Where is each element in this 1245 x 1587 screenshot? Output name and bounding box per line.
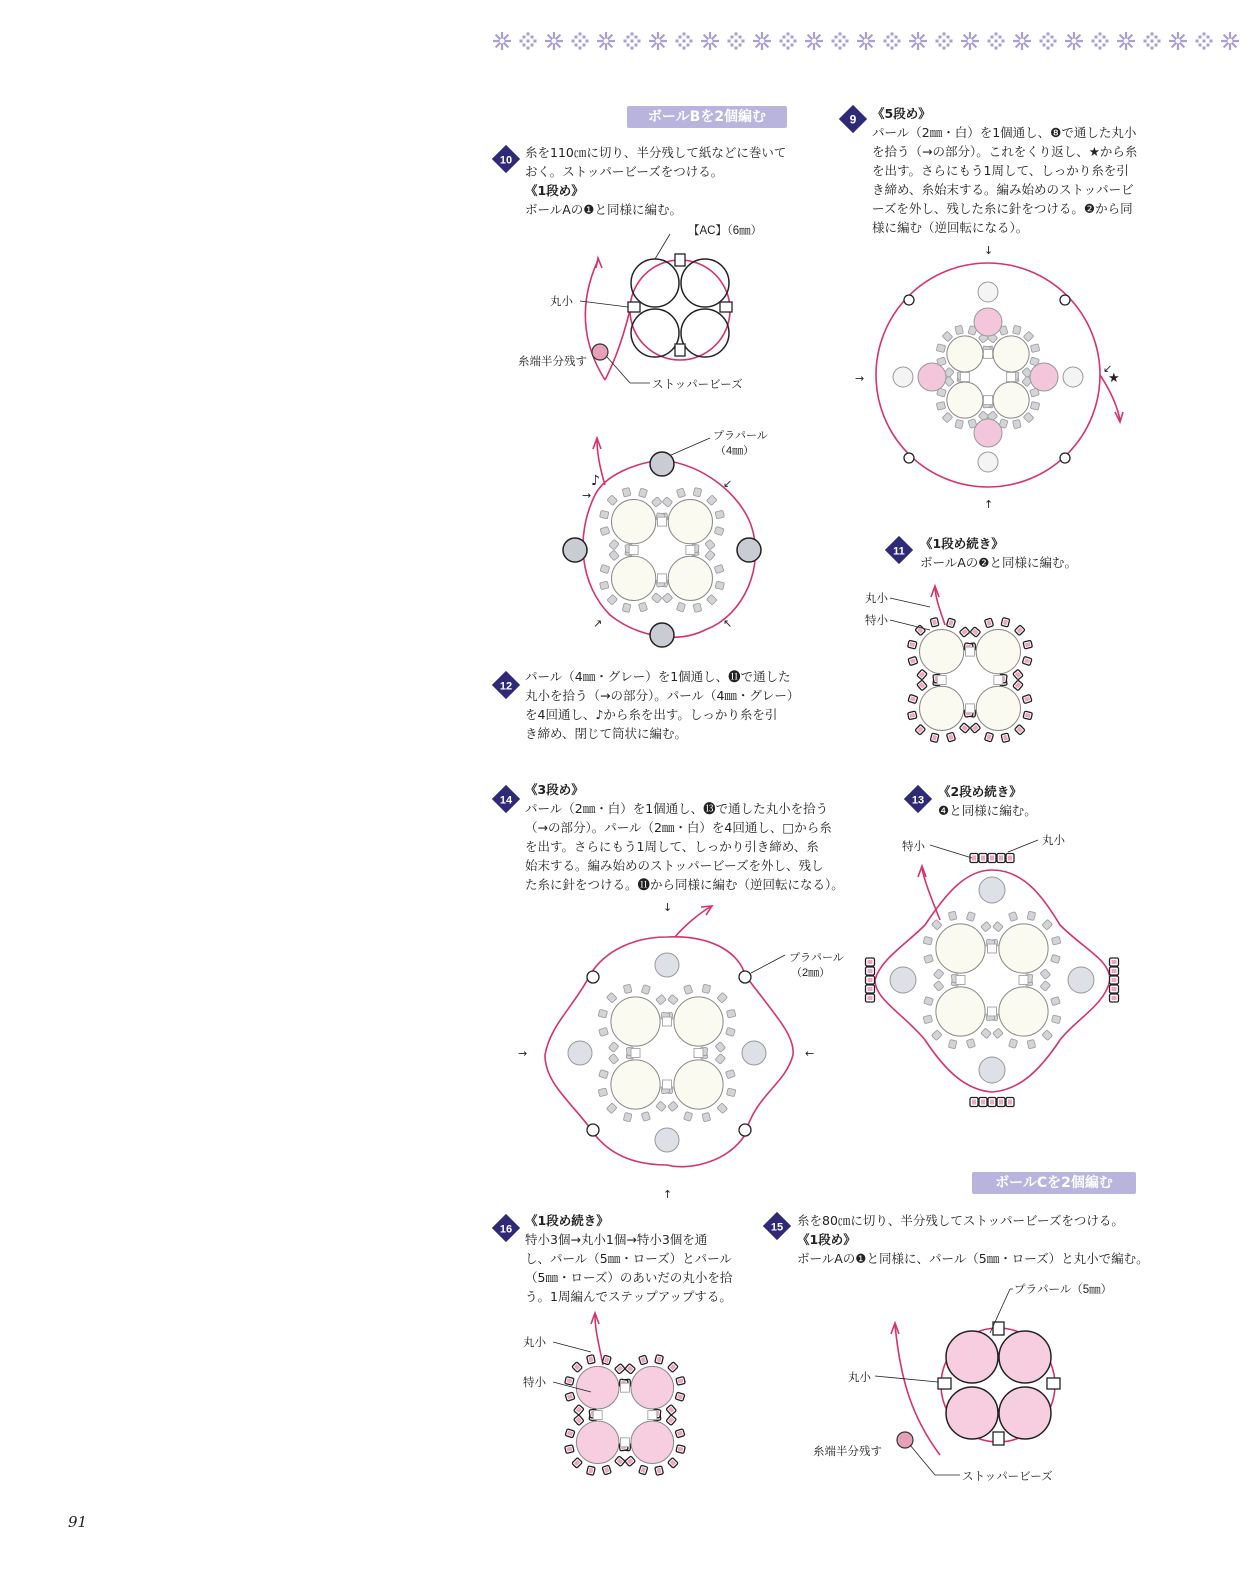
snowflake-icon [1169,32,1187,50]
svg-text:16: 16 [499,1223,513,1236]
banner-ball-c: ボールCを2個編む [972,1172,1136,1194]
snowflake-icon [701,32,719,50]
snowflake-icon [857,32,875,50]
label-tokusho-16: 特小 [523,1377,546,1389]
step-13-badge [903,784,933,814]
svg-text:★: ★ [1108,371,1120,386]
label-maru-11: 丸小 [865,593,888,605]
svg-text:11: 11 [893,545,905,558]
step-12-badge [491,670,521,700]
diagram-step-16 [515,1300,745,1485]
label-maru: 丸小 [550,296,573,308]
snowflake-icon [961,32,979,50]
snowflake-icon [1221,32,1239,50]
label-maru-13: 丸小 [1042,835,1065,847]
dot-diamond-icon [884,33,901,50]
step-16-text: 《1段め続き》 特小3個→丸小1個→特小3個を通 し、パール（5㎜・ローズ）とパール （5㎜・ローズ）のあいだの丸小を拾 う。1周編んでステップアップする。 [525,1213,733,1304]
diagram-step-10 [510,220,780,400]
step-12-text: パール（4㎜・グレー）を1個通し、⓫で通した 丸小を拾う（→の部分）。パール（4㎜・グレー） を4回通し、♪から糸を出す。しっかり糸を引 き締め、閉じて筒状に編む。 [525,669,800,741]
step-11-badge [884,535,914,565]
step-9-text: 《5段め》 パール（2㎜・白）を1個通し、❽で通した丸小 を拾う（→の部分）。これをくり返し、★から糸 を出す。さらにもう1周して、しっかり糸を引 き締め、糸始末する。編み始めのストッパービ ーズを外し、残した糸に針をつける。❷から同 様に編む（逆回転になる）。 [872,106,1138,235]
svg-text:↑: ↑ [984,498,994,510]
snowflake-icon [493,32,511,50]
svg-text:→: → [855,372,865,385]
dot-diamond-icon [624,33,641,50]
label-tokusho-11: 特小 [865,615,888,627]
svg-text:↓: ↓ [663,901,673,914]
dot-diamond-icon [520,33,537,50]
snowflake-icon [649,32,667,50]
dot-diamond-icon [1196,33,1213,50]
dot-diamond-icon [1040,33,1057,50]
label-plapearl5: プラパール（5㎜） [1014,1284,1113,1296]
dot-diamond-icon [1144,33,1161,50]
snowflake-icon [1117,32,1135,50]
svg-text:↗: ↗ [593,617,603,630]
svg-text:♪: ♪ [591,473,600,489]
dot-diamond-icon [832,33,849,50]
svg-text:←: ← [805,1047,815,1060]
snowflake-icon [805,32,823,50]
label-ac6: 【AC】（6㎜） [688,225,763,237]
label-tokusho-13: 特小 [902,841,925,853]
snowflake-icon [1013,32,1031,50]
dot-diamond-icon [988,33,1005,50]
step-15-text: 糸を80㎝に切り、半分残してストッパービーズをつける。 《1段め》 ボールAの❶と同様に、パール（5㎜・ローズ）と丸小で編む。 [797,1213,1149,1266]
step-15-badge [762,1211,792,1241]
step-10-text: 糸を110㎝に切り、半分残して紙などに巻いて おく。ストッパービーズをつける。 《1段め》 ボールAの❶と同様に編む。 [525,145,787,217]
svg-text:→: → [582,489,592,502]
diagram-step-9 [855,240,1135,510]
label-stopper: ストッパービーズ [652,379,743,391]
svg-text:13: 13 [911,794,925,807]
banner-ball-b: ボールBを2個編む [627,106,787,128]
svg-text:↙: ↙ [1103,362,1113,375]
step-9-badge [838,104,868,134]
svg-text:15: 15 [770,1221,784,1234]
dot-diamond-icon [676,33,693,50]
step-16-badge [491,1213,521,1243]
step-11-text: 《1段め続き》 ボールAの❷と同様に編む。 [920,536,1078,570]
svg-text:↖: ↖ [723,617,733,630]
svg-text:12: 12 [499,680,513,693]
snowflake-icon [545,32,563,50]
diagram-step-11 [860,580,1075,750]
svg-text:↑: ↑ [663,1188,673,1201]
svg-text:14: 14 [499,794,513,807]
svg-text:↙: ↙ [723,477,733,490]
step-14-text: 《3段め》 パール（2㎜・白）を1個通し、⓭で通した丸小を拾う （→の部分）。パール（2㎜・白）を4回通し、□から糸 を出す。さらにもう1周して、しっかり引き締め、糸 始末する。編み始めのストッパービーズを外し、残し た糸に針をつける。⓫から同様に編む（逆回転になる）。 [525,782,844,892]
diagram-step-14 [515,895,845,1205]
label-plapearl4-size: （4㎜） [715,445,755,457]
label-plapearl4: プラパール [713,430,768,442]
dot-diamond-icon [572,33,589,50]
svg-text:9: 9 [849,112,857,127]
svg-text:10: 10 [499,154,513,167]
label-plapearl2: プラパール [789,952,844,964]
label-stopper-15: ストッパービーズ [962,1471,1053,1483]
diagram-step-15 [810,1275,1140,1490]
decorative-snowflake-band [490,30,1245,52]
step-13-text: 《2段め続き》 ❹と同様に編む。 [938,784,1037,818]
snowflake-icon [597,32,615,50]
label-itohashi: 糸端半分残す [518,356,587,368]
page-number: 91 [68,1513,88,1531]
snowflake-icon [1065,32,1083,50]
svg-text:→: → [518,1047,528,1060]
dot-diamond-icon [936,33,953,50]
snowflake-icon [753,32,771,50]
label-maru-15: 丸小 [848,1372,871,1384]
dot-diamond-icon [780,33,797,50]
dot-diamond-icon [1092,33,1109,50]
diagram-step-13 [860,830,1125,1120]
step-14-badge [491,784,521,814]
diagram-step-12 [555,425,785,665]
label-maru-16: 丸小 [523,1337,546,1349]
label-itohashi-15: 糸端半分残す [813,1446,882,1458]
label-plapearl2-size: （2㎜） [791,967,831,979]
svg-text:↓: ↓ [984,244,994,257]
step-10-badge [491,144,521,174]
snowflake-icon [909,32,927,50]
dot-diamond-icon [728,33,745,50]
